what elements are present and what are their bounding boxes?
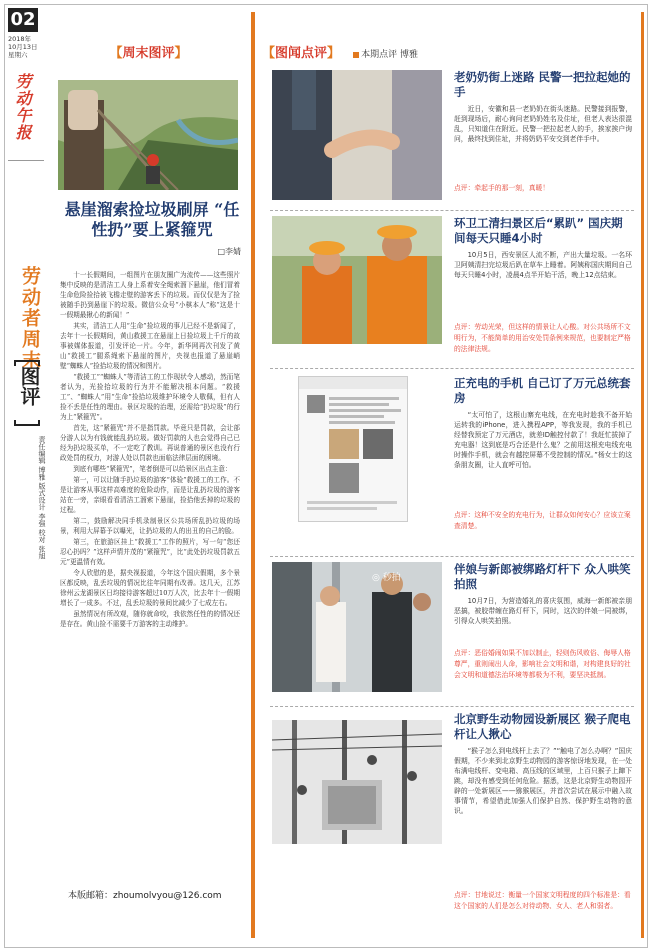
article-body [60,270,240,630]
story-title: 伴娘与新郎被绑路灯杆下 众人哄笑拍照 [454,562,631,591]
story-body: 10月7日，为营造婚礼的喜庆氛围，威海一新郎被亲朋恶搞，被胶带缠在路灯杆下，同时，这次的伴娘一同被绑，引得众人哄笑拍照。 [454,597,632,625]
story-separator [270,556,634,557]
story-title: 正充电的手机 自己订了万元总统套房 [454,376,631,405]
bracket-bottom [14,420,40,426]
article-paragraph: 首先，这“紧箍咒”并不是指罚款。毕竟只是罚款，会让部分游人以为有钱就能乱扔垃圾。做好罚款的人也会觉得自己已经为扔垃圾买单，不一定吃了教训。再说普通的景区也没有行政处罚的权力，对游人处以罚款也面临法律层面的困境。 [60,424,240,462]
picture-news-heading: 【图闻点评】 [262,46,341,61]
wedding-prank-photo [272,562,442,692]
story-comment: 点评：牵起手的那一刻，真暖！ [454,184,550,192]
story-text [454,562,632,679]
holding-hands-photo [272,70,442,200]
weekend-review-header: 【周末图评】 [109,46,188,61]
story-text [454,216,632,353]
column-divider [251,12,255,938]
article-paragraph: 其实，清洁工人用“生命”捡垃圾的事儿已经不是新闻了，去年十一长假期间，黄山救援工在悬崖上日捡垃圾上千斤的故事被媒体报道，引发评论一片。今年，新华网再次刊发了黄山“救援工”腿系绳索下悬崖的图片，央视也报道了悬崖峭壁“蜘蛛人”捡拾垃圾的情况和图片。 [60,322,240,370]
story-charging-phone [262,376,634,530]
monkey-poles-photo [272,720,442,844]
article-paragraph: 到底有哪些“紧箍咒”，笔者倒是可以给景区出点主意： [73,465,232,473]
left-rail [8,8,46,938]
story-photo [272,216,442,344]
story-comment: 点评：这种不安全的充电行为，让群众如何安心？应该立案查清楚。 [454,511,631,530]
watermark: ◎ 秒拍 [372,573,401,583]
cliff-cleaner-photo [58,80,238,190]
story-text [454,712,632,910]
story-body: “太可怕了，这根山寨充电线，在充电时趁我不备开始运转我的iPhone，进入携程APP，等我发现，我的手机已经替我预定了万元酒店，就差ID触控付款了！我赶忙拔掉了充电器！这到底是巧合还是什么鬼？之前用这根充电线充电时操作手机，就会有越控屏幕不受控制的情况。”杨女士的这条朋友圈，让人直呼可怕。 [454,411,632,469]
issue-year: 2018年 [8,35,32,43]
article-paragraph: 令人欣慰的是，据央视报道，今年这个国庆假期，多个景区都反映，乱丢垃圾的情况比往年同期有改善。这几天，江苏徐州云龙湖景区日均接待游客超过10万人次，比去年十一假期增长了一成多。不过，乱丢垃圾的景间比减少了七成左右。 [60,569,240,607]
article-paragraph: 第三，在旅游区挂上“救援工”工作的照片，写一句“您还忍心扔吗？”这样声情并茂的“紧箍咒”，比“此处扔垃圾罚款五元”更温情有效。 [60,538,240,566]
story-body: 近日，安徽和县一老奶奶在街头迷路。民警接到报警，赶到现场后，耐心询问老奶奶姓名及住址，但老人表达很混乱，只知道住在附近。民警一把拉起老人的手，挨家挨户询问，最终找到住址，并将奶奶平安交到老伴手中。 [454,105,632,143]
picture-news-header [262,42,632,61]
newspaper-logo: 劳动午报 [13,73,32,141]
credits: 责任编辑 博雅 版式设计 李强 校对 张旭 [38,436,46,560]
issue-day: 10月13日 [8,43,38,51]
cliff-photo-illustration [58,80,238,190]
weekend-review-column [52,8,245,938]
story-monkey-poles [262,712,634,942]
story-body: “猴子怎么到电线杆上去了？”“触电了怎么办啊？”国庆假期，不少来到北京野生动物园的游客惊讶地发现，在一处布满电线杆、变电箱、高压线的区域里，上百只猴子上蹿下跳，却没有感受到任何危险。据悉，这是北京野生动物园开辟的一处新展区——猕猴展区，并首次尝试在展示中融入故事情节，希望借此加强人们保护自然、保护野生动物的意识。 [454,747,632,815]
rail-divider [8,160,44,161]
square-bullet-icon [353,52,359,58]
article-title: 悬崖溜索捡垃圾刷屏 “任性扔”要上紧箍咒 [64,200,240,239]
article-paragraph: 虽然情况有所改观，随你就命咬，我依然任性的的情况还是存在。黄山捡不需要千万游客的主动维护。 [60,610,240,628]
story-photo [272,70,442,200]
section-name: 劳动者周末 [19,266,41,371]
story-lost-grandma [262,70,634,210]
editor-credit [353,47,418,60]
picture-news-title: 图闻点评 [275,46,328,61]
contact-email[interactable]: 本版邮箱：zhoumolvyou@126.com [68,891,222,901]
story-comment: 点评：甘地说过：衡量一个国家文明程度的四个标准是：看这个国家的人们是怎么对待动物、女人、老人和弱者。 [454,891,631,910]
page-number: 02 [8,8,38,32]
story-text [454,70,632,192]
article-paragraph: “救援工”“蜘蛛人”等清洁工的工作现状令人感动，然而笔者认为，光捡拾垃圾的行为并不能解决根本问题。“救援工”、“蜘蛛人”用“生命”捡拾垃圾维护环境令人敬佩，但有人捡不丢是任性的理由。景区垃圾的治理，还需给“扔垃圾”的行为上“紧箍咒”。 [60,373,240,421]
story-photo [298,376,408,522]
phone-screenshot [299,377,408,522]
story-title: 环卫工清扫景区后“累趴” 国庆期间每天只睡4小时 [454,216,623,245]
story-comment: 点评：劳动光荣，但这样的情景让人心酸。对公共场所不文明行为，不能简单的用治安处罚条例来规范，也要制定严格的法律法规。 [454,323,631,353]
right-edge-bar [641,12,644,938]
subsection-name: 图评 [17,366,41,406]
story-separator [270,706,634,707]
story-sanitation-worker [262,216,634,366]
sanitation-workers-photo [272,216,442,344]
story-photo [272,720,442,844]
article-paragraph: 十一长假期间，一组图片在朋友圈广为流传——这些照片集中反映的是清洁工人身上系着安全绳索溜下悬崖，他们冒着生命危险捡拾被飞檐走壁的游客丢下的垃圾。而仅仅是为了捡被随手扔到悬崖下的垃圾。微信公众号“小棋本人”称“这是十一假期最揪心的新闻！” [60,271,240,319]
story-body: 10月5日，西安景区人流不断，产出大量垃圾。一名环卫阿姨清扫完垃圾后趴在草车上睡着。阿姨称国庆期间自己每天只睡4小时，凌晨4点半开始干活，晚上12点结束。 [454,251,632,279]
story-photo [272,562,442,692]
issue-weekday: 星期六 [8,51,28,59]
issue-date [8,35,48,59]
story-comment: 点评：恶俗婚闹如果不加以制止，轻则伤风败俗、侮辱人格尊严，重则闹出人命，影响社会文明和谐，对构建良好的社会文明和道德法治环境等都极为不利，要坚决抵制。 [454,649,631,679]
byline: □李婧 [217,247,241,256]
story-text [454,376,632,530]
story-separator [270,368,634,369]
editor-text: 本期点评 博雅 [361,50,419,60]
weekend-review-title: 周末图评 [122,46,175,61]
story-wedding-prank [262,562,634,702]
article-paragraph: 第二，鼓励解决同手机录制景区公共场所乱扔垃圾的场景，利用大屏幕予以曝光，让扔垃圾的人的出丑的自己的脸。 [60,517,240,535]
article-paragraph: 第一，可以让随手扔垃圾的游客“体验”救援工的工作。不是让游客从事这样高难度的危险动作，而是让乱扔垃圾的游客站在一旁，亲眼看看清洁工溜索下悬崖，捡拾他丢掉的垃圾的过程。 [60,476,240,514]
story-separator [270,210,634,211]
story-title: 老奶奶街上迷路 民警一把拉起她的手 [454,70,631,99]
story-title: 北京野生动物园设新展区 猴子爬电杆让人揪心 [454,712,631,741]
